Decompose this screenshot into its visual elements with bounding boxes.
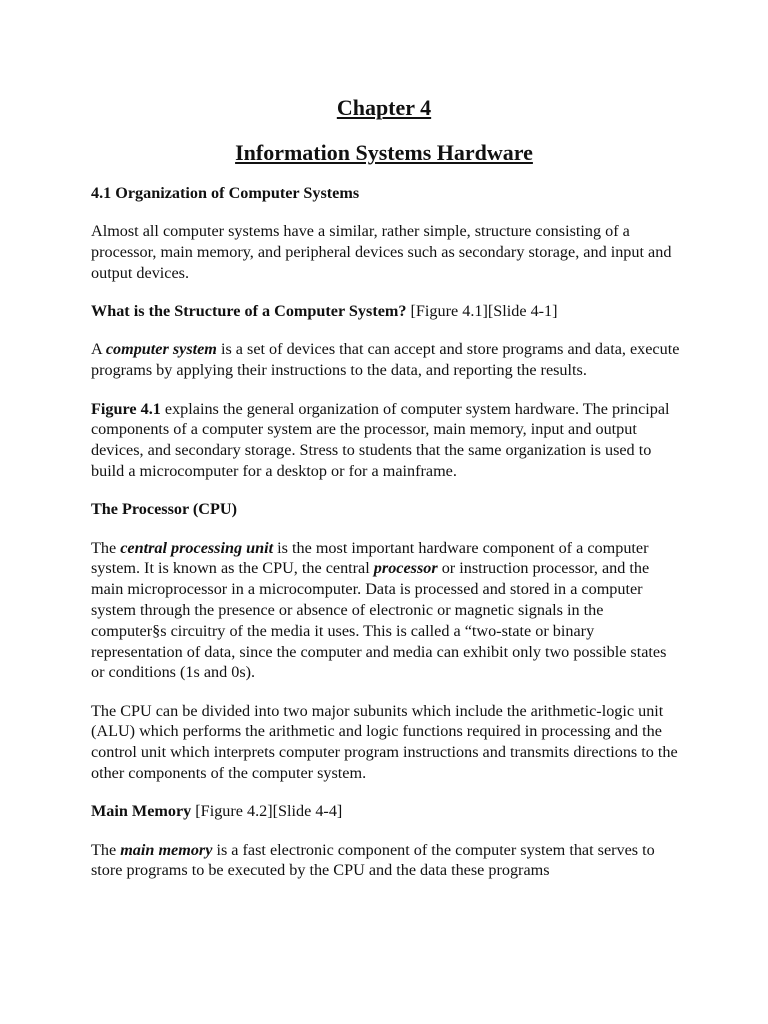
document-body: [91, 183, 681, 899]
chapter-heading: Chapter 4: [336, 95, 432, 120]
text-span: A: [91, 340, 106, 359]
structure-question-text: What is the Structure of a Computer System?: [91, 302, 407, 321]
text-span: The: [91, 840, 121, 859]
structure-question-ref: [Figure 4.1][Slide 4-1]: [406, 302, 558, 321]
paragraph-cpu: [91, 538, 681, 684]
main-memory-ref: [Figure 4.2][Slide 4-4]: [191, 802, 343, 821]
term-processor: processor: [373, 559, 438, 578]
term-main-memory: main memory: [120, 840, 213, 859]
section-heading-4-1: 4.1 Organization of Computer Systems: [91, 184, 360, 202]
paragraph-intro: Almost all computer systems have a similar, rather simple, structure consisting of a processor, main memory, and peripheral devices such as secondary storage, and input and output devices.: [91, 222, 672, 282]
paragraph-main-memory-heading: [91, 801, 681, 822]
text-span: is a fast electronic component of the computer system that serves to store programs to be executed by the CPU and the data these programs: [91, 840, 655, 880]
paragraph-main-memory: [91, 840, 681, 882]
paragraph-computer-system-definition: [91, 339, 681, 381]
text-span: explains the general organization of computer system hardware. The principal components of a computer system are the processor, main memory, input and output devices, and secondary storage. Stress to students that the same organization is used to build a microcomputer for a desktop or for a mainframe.: [91, 399, 670, 480]
term-central-processing-unit: central processing unit: [120, 538, 274, 557]
paragraph-figure-4-1: [91, 399, 681, 482]
text-span: or instruction processor, and the main microprocessor in a microcomputer. Data is processed and stored in a computer system through the presence or absence of electronic or magnetic signals in the computer§s circuitry of the media it uses. This is called a “two-state or binary representation of data, since the computer and media can exhibit only two possible states or conditions (1s and 0s).: [91, 559, 667, 682]
chapter-title: Information Systems Hardware: [235, 140, 533, 165]
text-span: is the most important hardware component of a computer system. It is known as the CPU, the central: [91, 538, 649, 578]
text-span: is a set of devices that can accept and store programs and data, execute programs by applying their instructions to the data, and reporting the results.: [91, 340, 680, 380]
term-computer-system: computer system: [105, 340, 217, 359]
figure-ref: Figure 4.1: [91, 399, 161, 418]
heading-processor: The Processor (CPU): [91, 500, 237, 519]
paragraph-structure-question: [91, 301, 681, 322]
heading-main-memory: Main Memory: [91, 802, 192, 821]
paragraph-cpu-subunits: The CPU can be divided into two major subunits which include the arithmetic-logic unit (ALU) which performs the arithmetic and logic functions required in processing and the control unit which interprets computer program instructions and transmits directions to the other components of the computer system.: [91, 701, 678, 783]
text-span: The: [91, 538, 121, 557]
